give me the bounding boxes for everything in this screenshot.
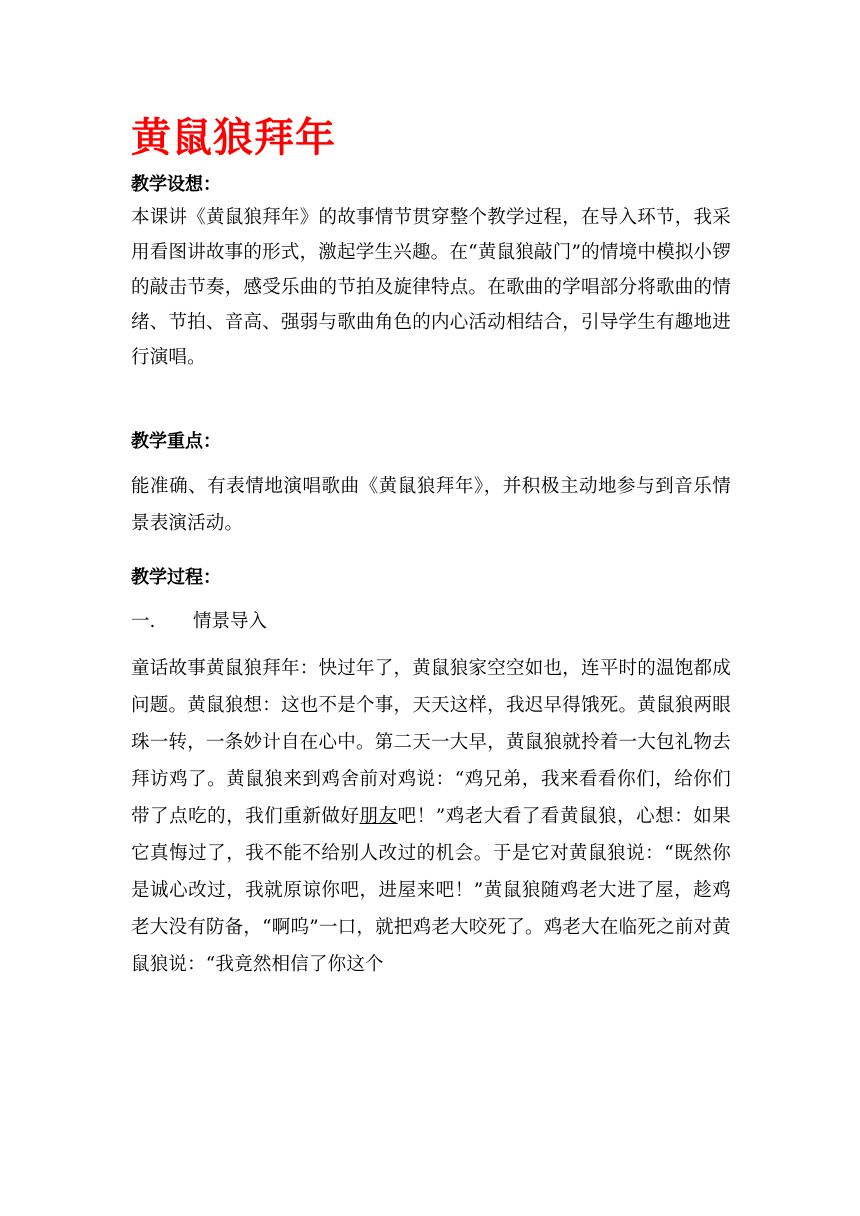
story-text-part-1: 童话故事黄鼠狼拜年：快过年了，黄鼠狼家空空如也，连平时的温饱都成问题。黄鼠狼想：这也不是个事，天天这样，我迟早得饿死。黄鼠狼两眼珠一转，一条妙计自在心中。第二天一大早，黄鼠狼就拎着一大包礼物去拜访鸡了。黄鼠狼来到鸡舍前对鸡说：“鸡兄弟，我来看看你们，给你们带了点吃的，我们重新做好 — [131, 658, 731, 827]
story-underlined-word: 朋友 — [359, 806, 398, 827]
design-heading: 教学设想： — [131, 174, 221, 195]
story-paragraph — [131, 650, 731, 983]
design-paragraph: 本课讲《黄鼠狼拜年》的故事情节贯穿整个教学过程，在导入环节，我采用看图讲故事的形式，激起学生兴趣。在“黄鼠狼敲门”的情境中模拟小锣的敲击节奏，感受乐曲的节拍及旋律特点。在歌曲的学唱部分将歌曲的情绪、节拍、音高、强弱与歌曲角色的内心活动相结合，引导学生有趣地进行演唱。 — [131, 207, 731, 368]
step-one-number: 一. — [131, 611, 156, 632]
document-title: 黄鼠狼拜年 — [131, 115, 336, 161]
step-one-label: 情景导入 — [193, 611, 268, 632]
focus-heading: 教学重点： — [131, 431, 221, 452]
focus-paragraph: 能准确、有表情地演唱歌曲《黄鼠狼拜年》，并积极主动地参与到音乐情景表演活动。 — [131, 476, 731, 534]
step-one — [131, 607, 267, 637]
process-heading: 教学过程： — [131, 567, 221, 588]
story-text-part-2: 吧！”鸡老大看了看黄鼠狼，心想：如果它真悔过了，我不能不给别人改过的机会。于是它对黄鼠狼说：“既然你是诚心改过，我就原谅你吧，进屋来吧！”黄鼠狼随鸡老大进了屋，趁鸡老大没有防备，“啊呜”一口，就把鸡老大咬死了。鸡老大在临死之前对黄鼠狼说：“我竟然相信了你这个 — [131, 806, 731, 975]
